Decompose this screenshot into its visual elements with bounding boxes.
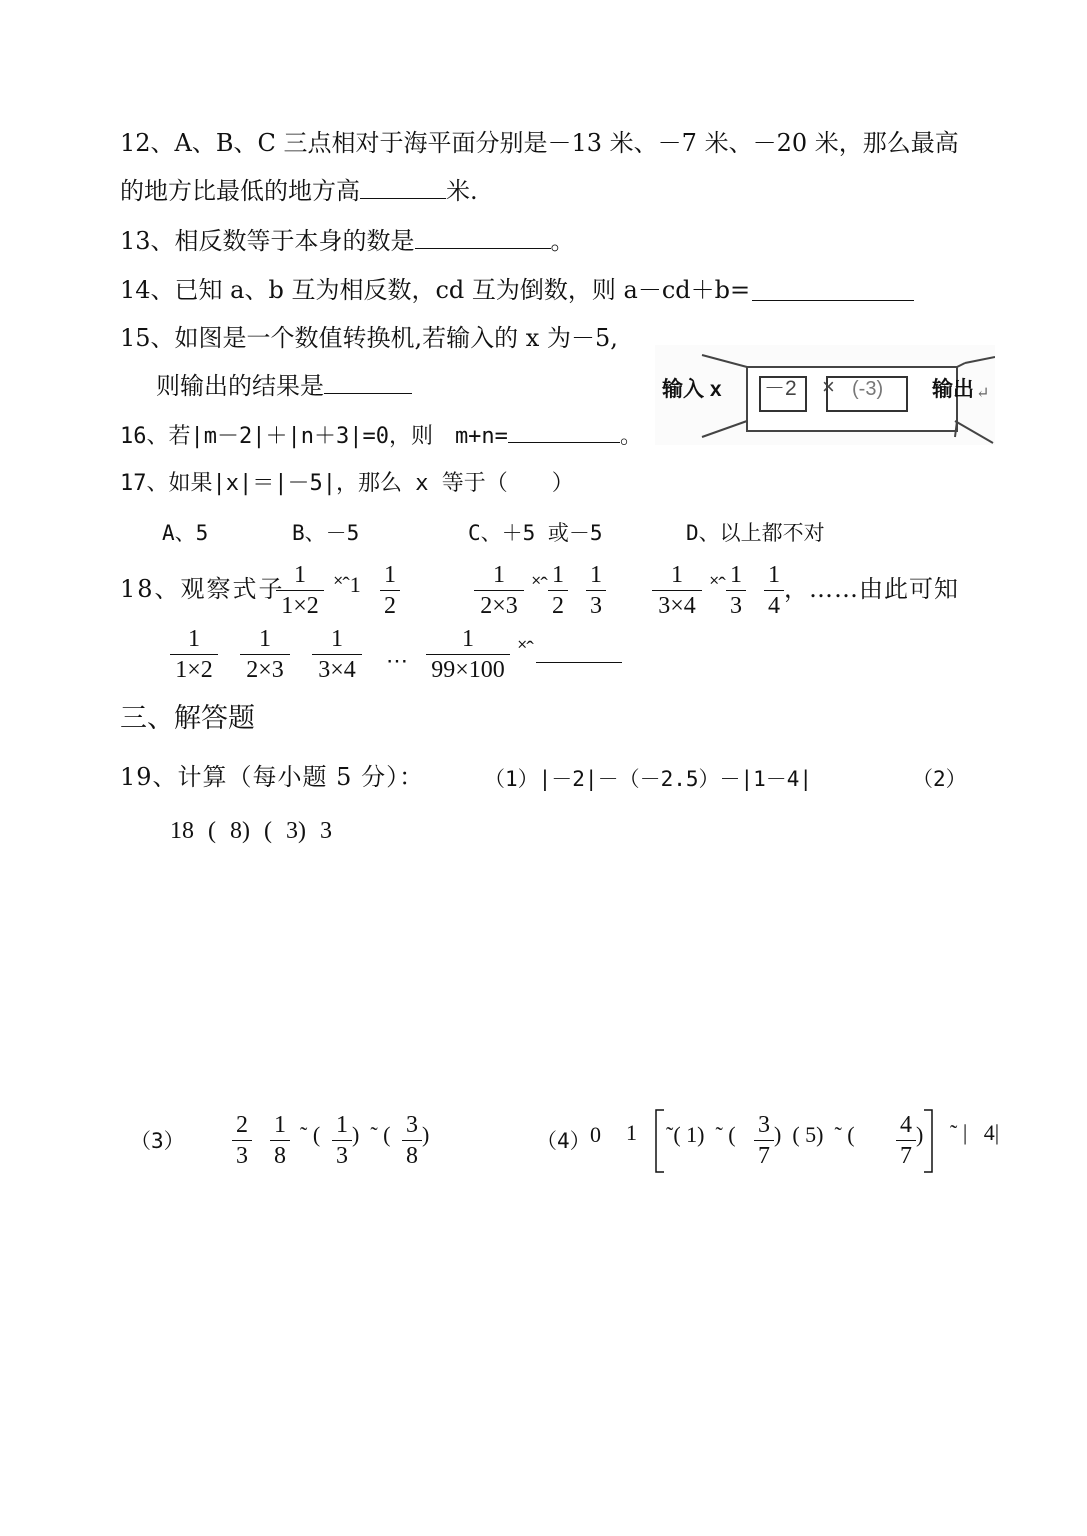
machine-output-label: 输出 bbox=[932, 378, 974, 401]
q12-prompt: 的地方比最低的地方高 bbox=[120, 177, 360, 205]
q13-end: 。 bbox=[550, 227, 575, 255]
q19-p4-bracket-left bbox=[654, 1108, 666, 1174]
machine-op: × bbox=[822, 374, 835, 399]
q18-frac2: 1 2×3 bbox=[474, 560, 524, 621]
q16-end: 。 bbox=[619, 424, 642, 449]
q12-unit: 米. bbox=[446, 177, 478, 205]
q19-p4-bracket-right bbox=[922, 1108, 934, 1174]
q19-p3-paren-3: ) bbox=[422, 1122, 430, 1147]
q12-line2 bbox=[120, 176, 478, 206]
q17-line: 17、如果|x|＝|－5|，那么 x 等于（ ） bbox=[120, 471, 574, 496]
q19-p4-close: ) bbox=[916, 1122, 924, 1147]
q12-line1: 12、A、B、C 三点相对于海平面分别是－13 米、－7 米、－20 米，那么最高 bbox=[120, 129, 959, 157]
q13-line bbox=[120, 226, 575, 256]
q14-answer-blank bbox=[752, 278, 914, 301]
q16-answer-blank bbox=[508, 420, 620, 443]
q19-part3-label: （3） bbox=[130, 1129, 185, 1153]
q19-p4-e: ) ( 5) ˜ ( bbox=[774, 1122, 855, 1147]
q18-sum-frac4: 1 99×100 bbox=[426, 624, 510, 685]
q19-p4-c: ˜( 1) ˜ ( bbox=[666, 1122, 736, 1147]
q18-sum-frac2: 1 2×3 bbox=[240, 624, 290, 685]
q18-frac3: 1 3×4 bbox=[652, 560, 702, 621]
q19-prompt: 19、计算（每小题 5 分）： bbox=[120, 763, 425, 791]
q18-lead: 18、观察式子 bbox=[120, 575, 285, 603]
q13-answer-blank bbox=[415, 226, 551, 249]
q19-p4-b: 1 bbox=[626, 1120, 637, 1145]
q17-option-c: C、＋5 或－5 bbox=[468, 521, 603, 545]
q19-p3-frac-b: 1 8 bbox=[270, 1110, 290, 1171]
q19-part2-label: （2） bbox=[912, 767, 967, 791]
q18-frac2-a: 1 2 bbox=[548, 560, 568, 621]
q18-frac3-a: 1 3 bbox=[726, 560, 746, 621]
q18-answer-blank bbox=[536, 640, 622, 663]
q14-line bbox=[120, 275, 750, 305]
q18-frac1-rhs: 1 2 bbox=[380, 560, 400, 621]
q16-prompt: 16、若|m－2|＋|n＋3|=0，则 m+n= bbox=[120, 424, 508, 449]
q13-prompt: 13、相反数等于本身的数是 bbox=[120, 227, 415, 255]
q18-eq-glyph-3: ˟ˆ bbox=[710, 572, 726, 597]
q16-line bbox=[120, 420, 642, 452]
q17-option-a: A、5 bbox=[162, 521, 209, 545]
q19-p3-paren-1: ˜ ( bbox=[300, 1122, 321, 1147]
q19-p3-frac-d: 3 8 bbox=[402, 1110, 422, 1171]
q19-p4-g: ˜ | 4| bbox=[950, 1120, 1000, 1145]
q18-tail: ，……由此可知 bbox=[784, 575, 959, 603]
q19-p4-a: 0 bbox=[590, 1122, 601, 1147]
q14-prompt: 14、已知 a、b 互为相反数，cd 互为倒数，则 a－cd＋b= bbox=[120, 276, 751, 304]
q15-prompt: 则输出的结果是 bbox=[156, 372, 324, 400]
q12-answer-blank bbox=[360, 176, 446, 199]
q19-p4-frac-f: 4 7 bbox=[896, 1110, 916, 1171]
machine-input-label: 输入 x bbox=[662, 378, 722, 401]
q19-p3-frac-a: 2 3 bbox=[232, 1110, 252, 1171]
q18-frac2-b: 1 3 bbox=[586, 560, 606, 621]
q18-sum-frac1: 1 1×2 bbox=[170, 624, 218, 685]
q15-answer-blank bbox=[324, 371, 412, 394]
q15-line1: 15、如图是一个数值转换机,若输入的 x 为－5, bbox=[120, 324, 618, 352]
q19-part1: （1）|－2|－（－2.5）－|1－4| bbox=[484, 767, 813, 791]
machine-return-mark: ↵ bbox=[976, 383, 990, 402]
q19-p3-frac-c: 1 3 bbox=[332, 1110, 352, 1171]
q17-option-b: B、－5 bbox=[292, 521, 360, 545]
q19-p3-paren-2: ) ˜ ( bbox=[352, 1122, 391, 1147]
q18-eq-glyph-2: ˟ˆ bbox=[532, 572, 548, 597]
q19-p4-frac-d: 3 7 bbox=[754, 1110, 774, 1171]
q18-frac3-b: 1 4 bbox=[764, 560, 784, 621]
q19-part2-expr: 18 ( 8) ( 3) 3 bbox=[170, 818, 332, 844]
machine-box1-text: －2 bbox=[764, 377, 797, 400]
q18-sum-frac3: 1 3×4 bbox=[312, 624, 362, 685]
q18-ellipsis: ⋯ bbox=[386, 648, 408, 673]
q17-option-d: D、以上都不对 bbox=[686, 521, 825, 545]
q15-line2 bbox=[156, 371, 412, 401]
q19-part4-label: （4） bbox=[536, 1129, 591, 1153]
q18-frac1: 1 1×2 bbox=[276, 560, 324, 621]
section-3-title: 三、解答题 bbox=[120, 703, 255, 734]
q18-sum-eq-glyph: ˟ˆ bbox=[518, 636, 534, 661]
machine-box2-text: (-3) bbox=[852, 378, 884, 400]
q18-eq-glyph: ˟ˆ1 bbox=[334, 572, 361, 597]
